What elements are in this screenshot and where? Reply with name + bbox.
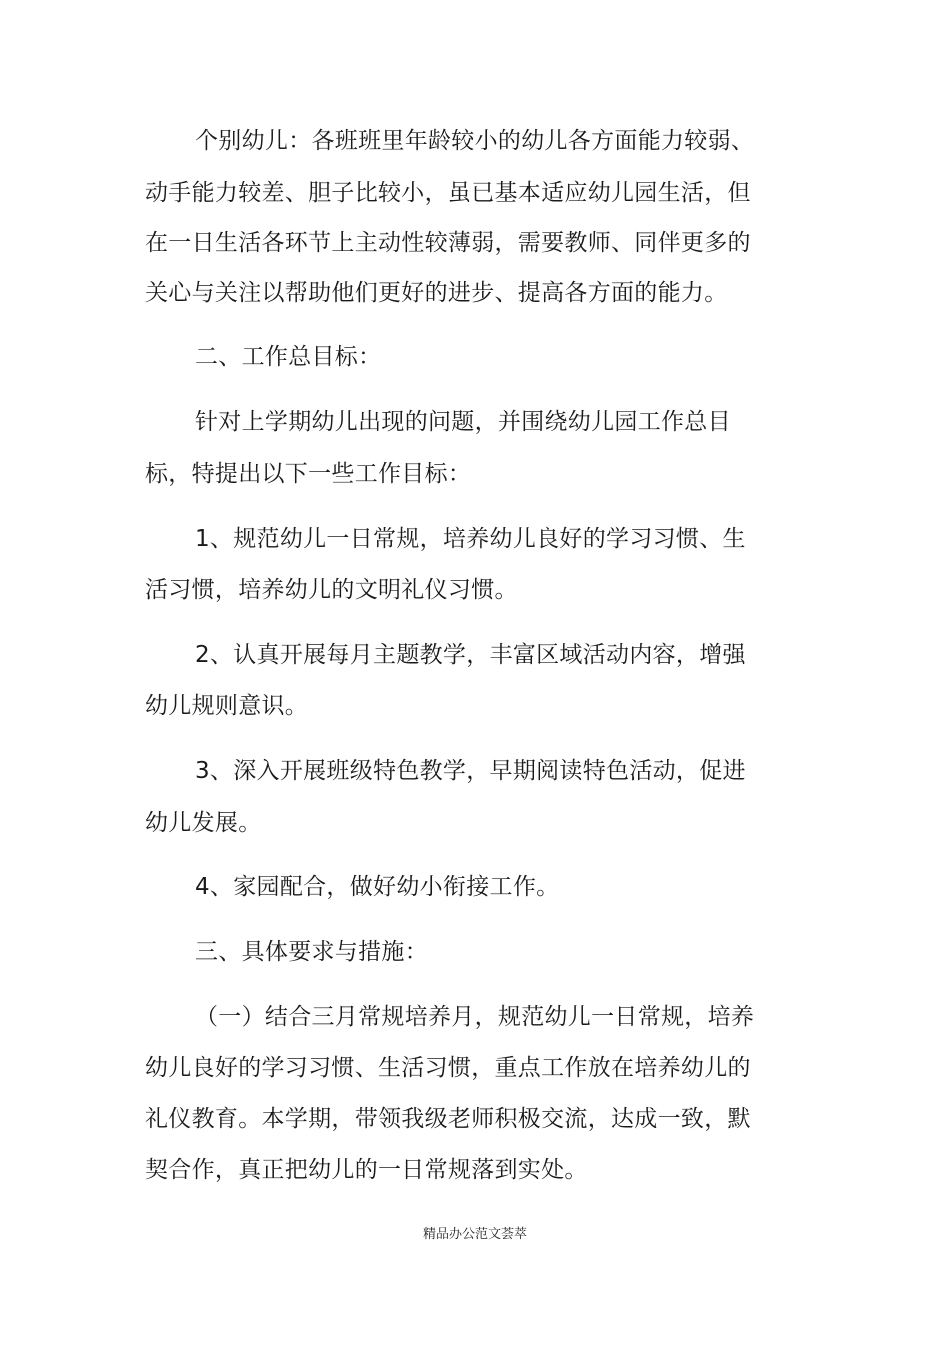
page-footer: 精品办公范文荟萃 — [422, 1227, 527, 1242]
paragraph-line: 幼儿良好的学习习惯、生活习惯，重点工作放在培养幼儿的 — [145, 1055, 751, 1081]
paragraph-line: 针对上学期幼儿出现的问题，并围绕幼儿园工作总目 — [195, 409, 731, 435]
paragraph-line: 个别幼儿：各班班里年龄较小的幼儿各方面能力较弱、 — [195, 128, 755, 154]
list-item-line: 3、深入开展班级特色教学，早期阅读特色活动，促进 — [195, 758, 746, 784]
list-item-line: 活习惯，培养幼儿的文明礼仪习惯。 — [145, 577, 518, 603]
paragraph-line: 标，特提出以下一些工作目标： — [145, 461, 472, 487]
list-item-line: 幼儿发展。 — [145, 810, 262, 836]
paragraph-line: 动手能力较差、胆子比较小，虽已基本适应幼儿园生活，但 — [145, 180, 751, 206]
section-heading: 三、具体要求与措施： — [195, 939, 428, 965]
list-item-line: 4、家园配合，做好幼小衔接工作。 — [195, 874, 560, 900]
paragraph-line: 契合作，真正把幼儿的一日常规落到实处。 — [145, 1157, 588, 1183]
paragraph-line: 关心与关注以帮助他们更好的进步、提高各方面的能力。 — [145, 280, 728, 306]
paragraph-line: 礼仪教育。本学期，带领我级老师积极交流，达成一致，默 — [145, 1106, 751, 1132]
list-item-line: 2、认真开展每月主题教学，丰富区域活动内容，增强 — [195, 642, 746, 668]
list-item-line: 1、规范幼儿一日常规，培养幼儿良好的学习习惯、生 — [195, 526, 746, 552]
paragraph-line: （一）结合三月常规培养月，规范幼儿一日常规，培养 — [195, 1004, 755, 1030]
section-heading: 二、工作总目标： — [195, 344, 382, 370]
list-item-line: 幼儿规则意识。 — [145, 693, 309, 719]
paragraph-line: 在一日生活各环节上主动性较薄弱，需要教师、同伴更多的 — [145, 230, 751, 256]
